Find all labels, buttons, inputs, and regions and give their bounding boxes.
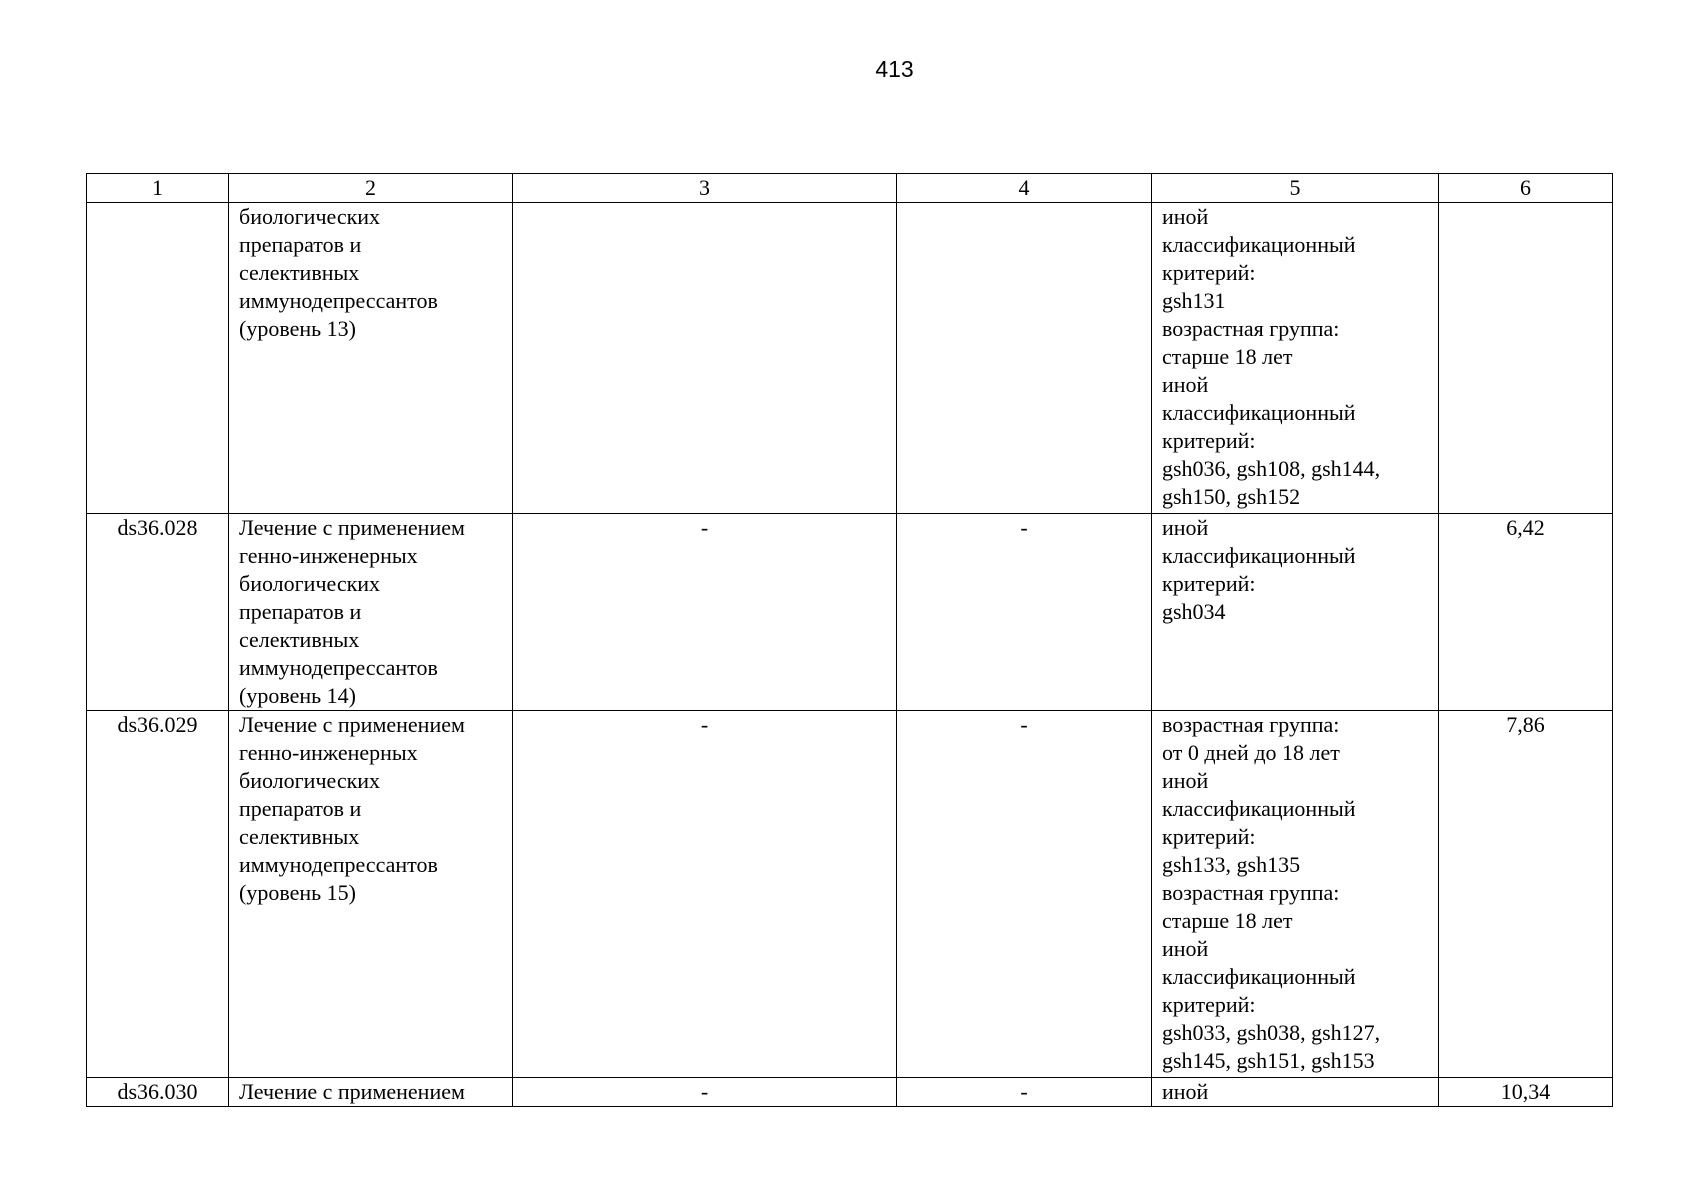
row-col3: -	[513, 1078, 897, 1107]
row-col3	[513, 203, 897, 514]
row-col4: -	[897, 1078, 1152, 1107]
table-row	[87, 203, 1613, 514]
table-row	[87, 1078, 1613, 1107]
row-code	[87, 203, 229, 514]
header-col-2: 2	[229, 174, 513, 203]
row-name: биологических препаратов и селективных иммунодепрессантов (уровень 13)	[229, 203, 513, 514]
row-criteria: иной	[1152, 1078, 1439, 1107]
table-row	[87, 514, 1613, 711]
row-name: Лечение с применением	[229, 1078, 513, 1107]
row-coefficient: 6,42	[1439, 514, 1613, 711]
header-col-4: 4	[897, 174, 1152, 203]
header-col-3: 3	[513, 174, 897, 203]
row-col4: -	[897, 711, 1152, 1078]
row-coefficient	[1439, 203, 1613, 514]
row-coefficient: 10,34	[1439, 1078, 1613, 1107]
row-col4	[897, 203, 1152, 514]
row-criteria: иной классификационный критерий: gsh034	[1152, 514, 1439, 711]
row-criteria: иной классификационный критерий: gsh131 возрастная группа: старше 18 лет иной классификационный критерий: gsh036, gsh108, gsh144, gsh150, gsh152	[1152, 203, 1439, 514]
table-row	[87, 711, 1613, 1078]
header-col-5: 5	[1152, 174, 1439, 203]
row-name: Лечение с применением генно-инженерных биологических препаратов и селективных иммунодепрессантов (уровень 14)	[229, 514, 513, 711]
row-col3: -	[513, 711, 897, 1078]
row-criteria: возрастная группа: от 0 дней до 18 лет иной классификационный критерий: gsh133, gsh135 возрастная группа: старше 18 лет иной классификационный критерий: gsh033, gsh038, gsh127, gsh145, gsh151, gsh153	[1152, 711, 1439, 1078]
page-number: 413	[875, 56, 914, 82]
row-code: ds36.030	[87, 1078, 229, 1107]
row-coefficient: 7,86	[1439, 711, 1613, 1078]
header-row	[87, 174, 1613, 203]
row-col3: -	[513, 514, 897, 711]
tariff-table	[86, 173, 1613, 1107]
row-name: Лечение с применением генно-инженерных биологических препаратов и селективных иммунодепрессантов (уровень 15)	[229, 711, 513, 1078]
header-col-1: 1	[87, 174, 229, 203]
row-code: ds36.028	[87, 514, 229, 711]
row-code: ds36.029	[87, 711, 229, 1078]
header-col-6: 6	[1439, 174, 1613, 203]
row-col4: -	[897, 514, 1152, 711]
